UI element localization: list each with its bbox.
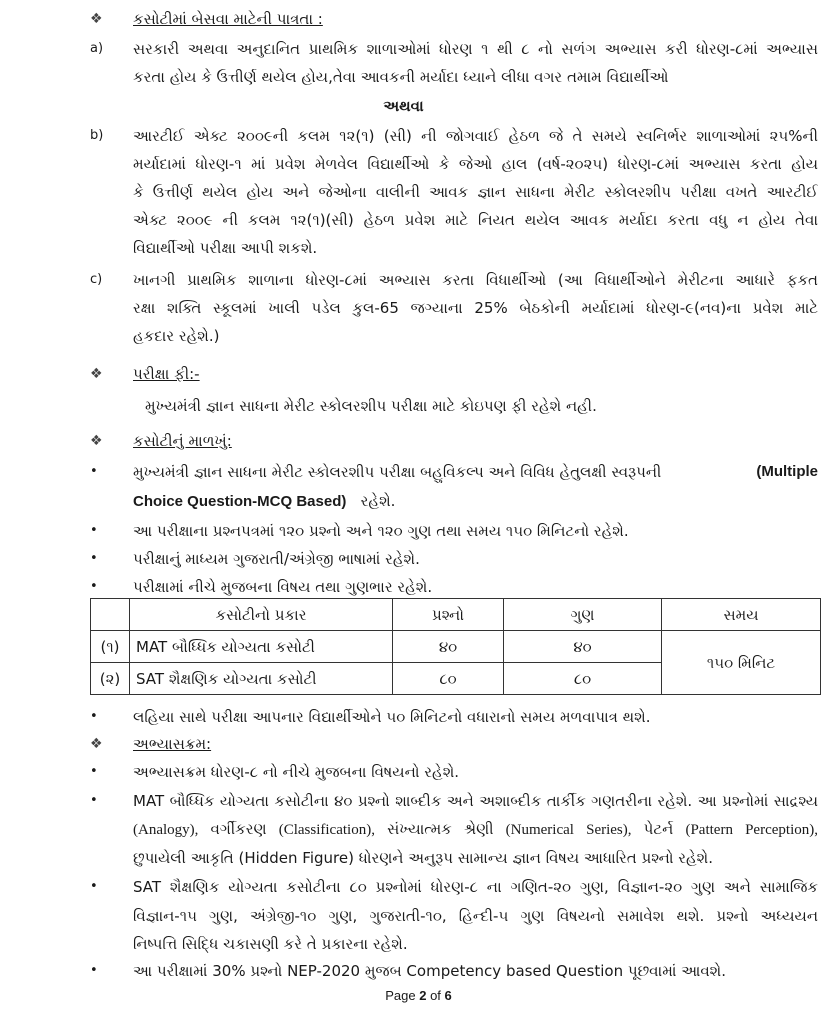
eligibility-c-line: રક્ષા શક્તિ સ્કૂલમાં ખાલી પડેલ કુલ-65 જગ્યાના 25% બેઠકોની મર્યાદામાં ધોરણ-૯(નવ)ના પ્રવેશ માટે: [133, 299, 818, 317]
table-header: પ્રશ્નો: [393, 599, 504, 631]
bullet-icon: •: [90, 709, 98, 724]
table-header: કસોટીનો પ્રકાર: [130, 599, 393, 631]
syllabus-bullet-1: અભ્યાસક્રમ ધોરણ-૮ નો નીચે મુજબના વિષયનો રહેશે.: [133, 763, 460, 781]
table-header-row: [91, 599, 821, 631]
bullet-icon: •: [90, 579, 98, 594]
syllabus-bullet-2-line: (Analogy), વર્ગીકરણ (Classification), સંખ્યાત્મક શ્રેણી (Numerical Series), પેટર્ન (Pattern Perception),: [133, 822, 818, 838]
bullet-icon: •: [90, 793, 98, 808]
syllabus-bullet-2-line: MAT બૌધ્ધિક યોગ્યતા કસોટીના ૪૦ પ્રશ્નો શાબ્દીક અને અશાબ્દીક તાર્કીક ગણતરીના રહેશે. આ પ્રશ્નોમાં સાદ્રશ્ય: [133, 792, 818, 810]
eligibility-heading: કસોટીમાં બેસવા માટેની પાત્રતા :: [133, 10, 323, 28]
syllabus-bullet-2-line: છુપાયેલી આકૃતિ (Hidden Figure) ધોરણને અનુરૂપ સામાન્ય જ્ઞાન વિષય આધારિત પ્રશ્નો રહેશે.: [133, 849, 714, 867]
item-marker: a): [90, 41, 104, 56]
duration: ૧૫૦ મિનિટ: [662, 631, 821, 695]
questions-count: ૮૦: [393, 663, 504, 695]
diamond-bullet-icon: ❖: [90, 433, 103, 449]
table-header: [91, 599, 130, 631]
page-prefix: Page: [385, 988, 420, 1003]
syllabus-bullet-4: આ પરીક્ષામાં 30% પ્રશ્નો NEP-2020 મુજબ Competency based Question પૂછવામાં આવશે.: [133, 962, 726, 980]
structure-heading: કસોટીનું માળખું:: [133, 432, 232, 450]
row-number: (૨): [91, 663, 130, 695]
syllabus-heading: અભ્યાસક્રમ:: [133, 735, 212, 753]
eligibility-b-line: આરટીઈ એક્ટ ૨૦૦૯ની કલમ ૧૨(૧) (સી) ની જોગવાઈ હેઠળ જે તે સમયે સ્વનિર્ભર શાળાઓમાં ૨૫%ની: [133, 127, 818, 145]
fee-text: મુખ્યમંત્રી જ્ઞાન સાધના મેરીટ સ્કોલરશીપ પરીક્ષા માટે કોઇપણ ફી રહેશે નહી.: [145, 397, 597, 415]
table-header: ગુણ: [504, 599, 662, 631]
total-pages: 6: [444, 988, 452, 1003]
eligibility-b-line: કે ઉત્તીર્ણ થયેલ હોય અને જેઓના વાલીની આવક જ્ઞાન સાધના મેરીટ સ્કોલરશીપ પરીક્ષા વખતે આરટીઈ: [133, 183, 818, 201]
syllabus-bullet-3-line: નિષ્પત્તિ સિદ્ધિ ચકાસણી કરે તે પ્રકારના રહેશે.: [133, 935, 408, 953]
row-number: (૧): [91, 631, 130, 663]
structure-bullet-5: લહિયા સાથે પરીક્ષા આપનાર વિદ્યાર્થીઓને ૫૦ મિનિટનો વધારાનો સમય મળવાપાત્ર થશે.: [133, 708, 651, 726]
fee-heading: પરીક્ષા ફી:-: [133, 365, 200, 383]
bullet-icon: •: [90, 764, 98, 779]
eligibility-c-line: ખાનગી પ્રાથમિક શાળાના ધોરણ-૮માં અભ્યાસ કરતા વિધાર્થીઓ (આ વિધાર્થીઓને મેરીટના આધારે ફકત: [133, 271, 818, 289]
eligibility-b-line: એક્ટ ૨૦૦૯ ની કલમ ૧૨(૧)(સી) હેઠળ પ્રવેશ માટે નિયત થયેલ આવક મર્યાદા કરતા વધુ ન હોય તેવા: [133, 211, 818, 229]
or-separator: અથવા: [383, 98, 424, 115]
syllabus-bullet-3-line: SAT શૈક્ષણિક યોગ્યતા કસોટીના ૮૦ પ્રશ્નોમાં ધોરણ-૮ ના ગણિત-૨૦ ગુણ, વિજ્ઞાન-૨૦ ગુણ અને સામાજિક: [133, 878, 818, 896]
structure-bullet-3: પરીક્ષાનું માધ્યમ ગુજરાતી/અંગ્રેજી ભાષામાં રહેશે.: [133, 550, 420, 568]
table-row: [91, 631, 821, 663]
structure-bullet-1: [133, 461, 818, 483]
item-marker: c): [90, 272, 103, 287]
page-of: of: [426, 988, 445, 1003]
eligibility-c-line: હકદાર રહેશે.): [133, 327, 220, 345]
eligibility-b-line: વિદ્યાર્થીઓ પરીક્ષા આપી શકશે.: [133, 239, 318, 257]
test-type: SAT શૈક્ષણિક યોગ્યતા કસોટી: [130, 663, 393, 695]
bullet-icon: •: [90, 551, 98, 566]
structure-bullet-1-cont: [133, 490, 818, 513]
page-number: [0, 988, 837, 1003]
bullet-text-english: (Multiple: [756, 463, 818, 480]
marks: ૪૦: [504, 631, 662, 663]
bullet-icon: •: [90, 523, 98, 538]
bullet-text: રહેશે.: [360, 492, 396, 510]
item-marker: b): [90, 128, 104, 143]
eligibility-b-line: મર્યાદામાં ધોરણ-૧ માં પ્રવેશ મેળવેલ વિદ્યાર્થીઓ કે જેઓ હાલ (વર્ષ-૨૦૨૫) ધોરણ-૮માં અભ્યાસ કરતા હોય: [133, 155, 818, 173]
test-type: MAT બૌધ્ધિક યોગ્યતા કસોટી: [130, 631, 393, 663]
eligibility-a-line: સરકારી અથવા અનુદાનિત પ્રાથમિક શાળાઓમાં ધોરણ ૧ થી ૮ નો સળંગ અભ્યાસ કરી ધોરણ-૮માં અભ્યાસ: [133, 40, 818, 58]
diamond-bullet-icon: ❖: [90, 366, 103, 382]
table-header: સમય: [662, 599, 821, 631]
diamond-bullet-icon: ❖: [90, 736, 103, 752]
bullet-icon: •: [90, 464, 98, 479]
bullet-text-english: Choice Question-MCQ Based): [133, 493, 347, 510]
questions-count: ૪૦: [393, 631, 504, 663]
marks: ૮૦: [504, 663, 662, 695]
syllabus-bullet-3-line: વિજ્ઞાન-૧૫ ગુણ, અંગ્રેજી-૧૦ ગુણ, ગુજરાતી-૧૦, હિન્દી-૫ ગુણ વિષયનો સમાવેશ થશે. પ્રશ્નો અધ્યયન: [133, 907, 818, 925]
structure-bullet-4: પરીક્ષામાં નીચે મુજબના વિષય તથા ગુણભાર રહેશે.: [133, 578, 433, 596]
bullet-icon: •: [90, 963, 98, 978]
structure-bullet-2: આ પરીક્ષાના પ્રશ્નપત્રમાં ૧૨૦ પ્રશ્નો અને ૧૨૦ ગુણ તથા સમય ૧૫૦ મિનિટનો રહેશે.: [133, 522, 629, 540]
eligibility-a-line: કરતા હોય કે ઉત્તીર્ણ થયેલ હોય,તેવા આવકની મર્યાદા ધ્યાને લીધા વગર તમામ વિદ્યાર્થીઓ: [133, 68, 669, 86]
exam-structure-table: [90, 598, 821, 695]
diamond-bullet-icon: ❖: [90, 11, 103, 27]
bullet-icon: •: [90, 879, 98, 894]
current-page: 2: [419, 988, 427, 1003]
bullet-text: મુખ્યમંત્રી જ્ઞાન સાધના મેરીટ સ્કોલરશીપ પરીક્ષા બહુવિકલ્પ અને વિવિધ હેતુલક્ષી સ્વરૂપની: [133, 463, 662, 481]
